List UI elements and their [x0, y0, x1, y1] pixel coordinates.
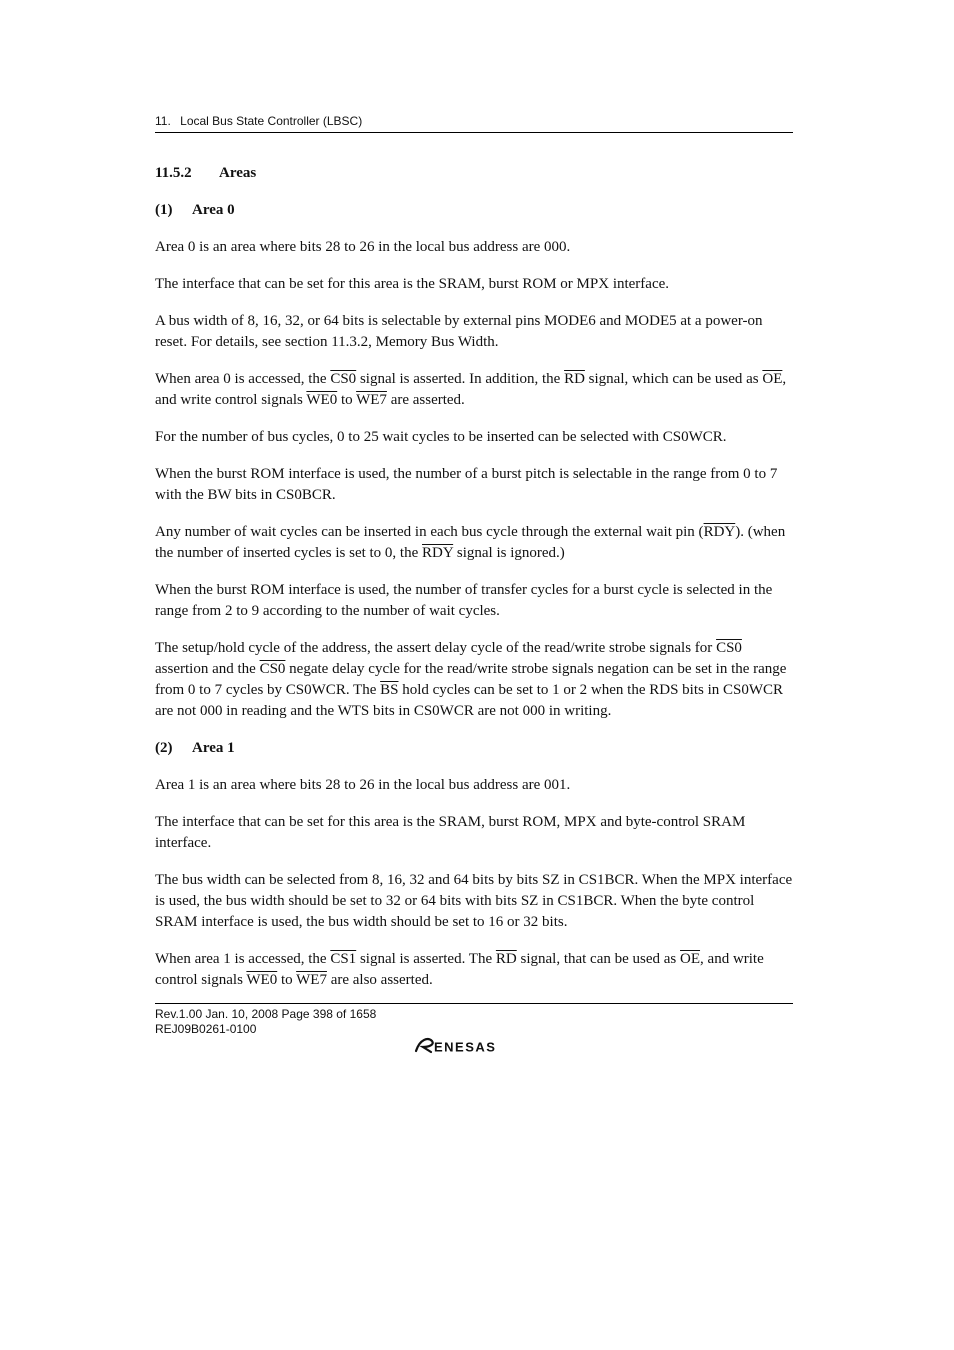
area0-paragraph-1: Area 0 is an area where bits 28 to 26 in the local bus address are 000.: [155, 239, 571, 255]
area1-paragraph-4: When area 1 is accessed, the CS1 signal is asserted. The $\overline{RD}$ signal, that can be used as $\overline{OE}$, and write control signals WE0 to WE7 are also asserted.: [155, 951, 764, 988]
signal-rd: $\overline{RD}$: [564, 371, 585, 387]
signal-we0: WE0: [306, 392, 338, 408]
signal-rdy: $\overline{RDY}$: [422, 545, 454, 561]
signal-we7: WE7: [296, 972, 327, 988]
area0-heading: [155, 200, 795, 221]
section-title: Areas: [219, 165, 257, 181]
signal-rdy: $\overline{RDY}$: [703, 524, 736, 540]
area0-paragraph-4: When area 0 is accessed, the CS0 signal is asserted. In addition, the $\overline{RD}$ signal, which can be used as $\overline{OE}$, and write control signals WE0 to WE7 are asserted.: [155, 371, 787, 408]
area0-paragraph-3: A bus width of 8, 16, 32, or 64 bits is selectable by external pins MODE6 and MODE5 at a power-on reset. For details, see section 11.3.2, Memory Bus Width.: [155, 313, 763, 350]
signal-bs: $\overline{BS}$: [380, 682, 399, 698]
page-footer: [155, 1003, 793, 1037]
signal-we7: WE7: [356, 392, 387, 408]
signal-cs0: CS0: [330, 371, 357, 387]
chapter-number: 11.: [155, 114, 171, 128]
area0-paragraph-6: When the burst ROM interface is used, the number of a burst pitch is selectable in the range from 0 to 7 with the BW bits in CS0BCR.: [155, 466, 778, 503]
section-heading: [155, 163, 795, 184]
renesas-logo: [414, 1035, 534, 1055]
signal-we0: WE0: [246, 972, 278, 988]
area1-number: (2): [155, 740, 173, 756]
svg-text:ENESAS: ENESAS: [434, 1039, 497, 1055]
signal-cs0: CS0: [716, 640, 742, 656]
signal-cs0: CS0: [259, 661, 286, 677]
area1-heading: [155, 738, 795, 759]
area0-paragraph-8: When the burst ROM interface is used, the number of transfer cycles for a burst cycle is selected in the range from 2 to 9 according to the number of wait cycles.: [155, 582, 773, 619]
area0-title: Area 0: [192, 202, 235, 218]
page-header: [155, 114, 793, 133]
footer-doc-number: REJ09B0261-0100: [155, 1022, 257, 1036]
signal-oe: $\overline{OE}$: [762, 371, 783, 387]
signal-oe: $\overline{OE}$: [680, 951, 701, 967]
page-content: [155, 163, 795, 1007]
area0-paragraph-2: The interface that can be set for this area is the SRAM, burst ROM or MPX interface.: [155, 276, 670, 292]
footer-revision: Rev.1.00 Jan. 10, 2008 Page 398 of 1658: [155, 1007, 377, 1021]
area1-paragraph-1: Area 1 is an area where bits 28 to 26 in the local bus address are 001.: [155, 777, 571, 793]
area0-paragraph-9: The setup/hold cycle of the address, the assert delay cycle of the read/write strobe signals for CS0 assertion and the CS0 negate delay cycle for the read/write strobe signals negation can be set in the range from 0 to 7 cycles by CS0WCR. The $\overline{BS}$ hold cycles can be set to 1 or 2 when the RDS bits in CS0WCR are not 000 in reading and the WTS bits in CS0WCR are not 000 in writing.: [155, 640, 787, 719]
area0-number: (1): [155, 202, 173, 218]
signal-rd: $\overline{RD}$: [495, 951, 517, 967]
signal-cs1: CS1: [330, 951, 357, 967]
area1-title: Area 1: [192, 740, 235, 756]
area1-paragraph-3: The bus width can be selected from 8, 16, 32 and 64 bits by bits SZ in CS1BCR. When the MPX interface is used, the bus width should be set to 32 or 64 bits with bits SZ in CS1BCR. When the byte control SRAM interface is used, the bus width should be set to 16 or 32 bits.: [155, 872, 793, 930]
area1-paragraph-2: The interface that can be set for this area is the SRAM, burst ROM, MPX and byte-control SRAM interface.: [155, 814, 746, 851]
chapter-title: Local Bus State Controller (LBSC): [180, 114, 363, 128]
area0-paragraph-7: Any number of wait cycles can be inserted in each bus cycle through the external wait pin $(\overline{RDY})$. (when the number of inserted cycles is set to 0, the $\overline{RDY}$ signal is ignored.): [155, 524, 786, 561]
section-number: 11.5.2: [155, 165, 192, 181]
area0-paragraph-5: For the number of bus cycles, 0 to 25 wait cycles to be inserted can be selected with CS0WCR.: [155, 429, 727, 445]
